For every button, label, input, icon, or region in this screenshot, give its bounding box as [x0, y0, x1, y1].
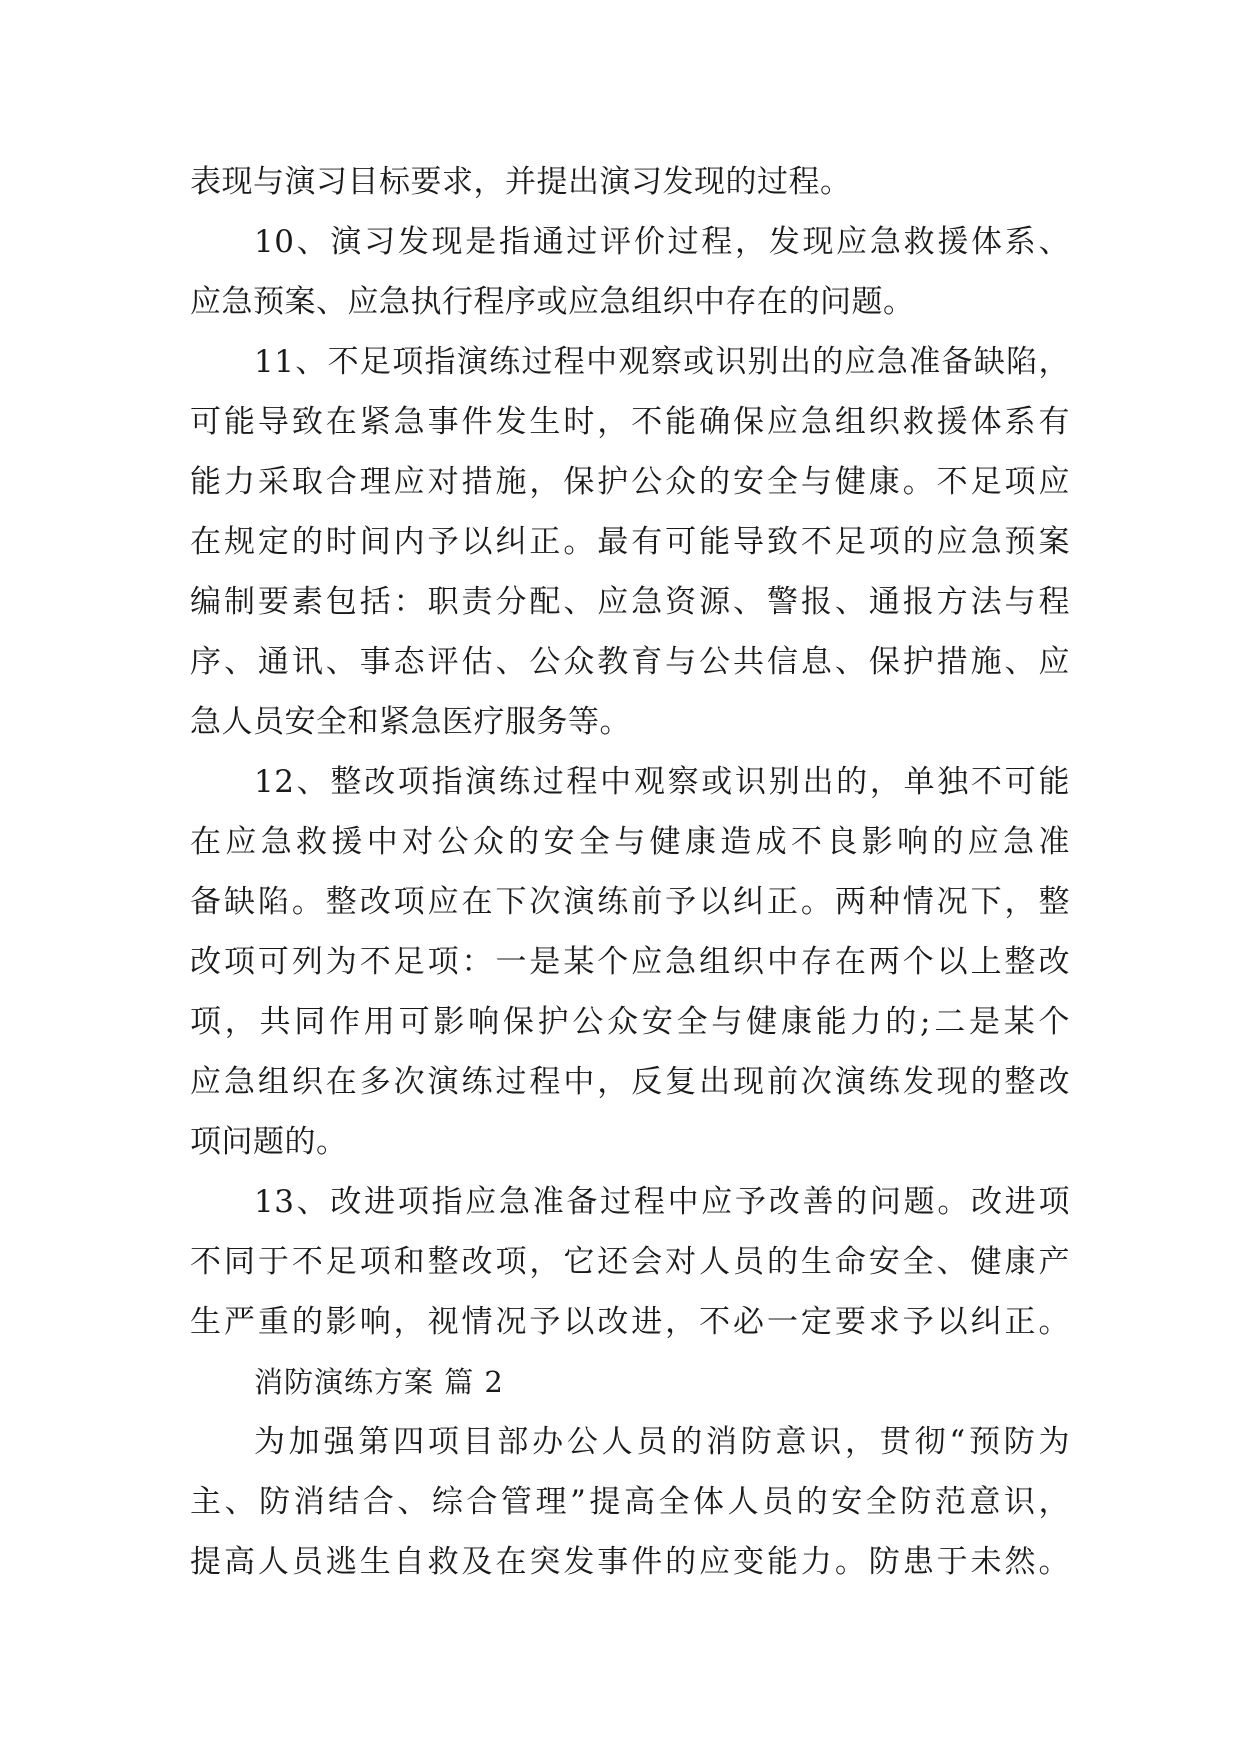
text-line: 应急组织在多次演练过程中，反复出现前次演练发现的整改	[190, 1064, 1070, 1100]
text-line: 提高人员逃生自救及在突发事件的应变能力。防患于未然。	[190, 1544, 1070, 1580]
document-page	[190, 152, 1070, 1592]
text-line: 11、不足项指演练过程中观察或识别出的应急准备缺陷，	[254, 344, 1070, 380]
text-line: 可能导致在紧急事件发生时，不能确保应急组织救援体系有	[190, 404, 1070, 440]
text-line: 生严重的影响，视情况予以改进，不必一定要求予以纠正。	[190, 1304, 1070, 1340]
text-line: 项问题的。	[190, 1124, 348, 1160]
text-line: 急人员安全和紧急医疗服务等。	[190, 704, 631, 740]
text-line: 主、防消结合、综合管理”提高全体人员的安全防范意识，	[190, 1484, 1070, 1520]
text-line: 表现与演习目标要求，并提出演习发现的过程。	[190, 164, 852, 200]
text-line: 序、通讯、事态评估、公众教育与公共信息、保护措施、应	[190, 644, 1070, 680]
text-line: 不同于不足项和整改项，它还会对人员的生命安全、健康产	[190, 1244, 1070, 1280]
text-line: 10、演习发现是指通过评价过程，发现应急救援体系、	[254, 224, 1070, 260]
text-line: 备缺陷。整改项应在下次演练前予以纠正。两种情况下，整	[190, 884, 1070, 920]
text-line: 项，共同作用可影响保护公众安全与健康能力的;二是某个	[190, 1004, 1070, 1040]
text-line: 能力采取合理应对措施，保护公众的安全与健康。不足项应	[190, 464, 1070, 500]
text-line: 改项可列为不足项：一是某个应急组织中存在两个以上整改	[190, 944, 1070, 980]
text-line: 应急预案、应急执行程序或应急组织中存在的问题。	[190, 284, 915, 320]
text-line: 编制要素包括：职责分配、应急资源、警报、通报方法与程	[190, 584, 1070, 620]
text-line: 为加强第四项目部办公人员的消防意识，贯彻“预防为	[254, 1424, 1070, 1460]
section-heading: 消防演练方案 篇 2	[254, 1365, 504, 1399]
text-line: 13、改进项指应急准备过程中应予改善的问题。改进项	[254, 1184, 1070, 1220]
text-line: 在应急救援中对公众的安全与健康造成不良影响的应急准	[190, 824, 1070, 860]
text-line: 在规定的时间内予以纠正。最有可能导致不足项的应急预案	[190, 524, 1070, 560]
text-line: 12、整改项指演练过程中观察或识别出的，单独不可能	[254, 764, 1070, 800]
